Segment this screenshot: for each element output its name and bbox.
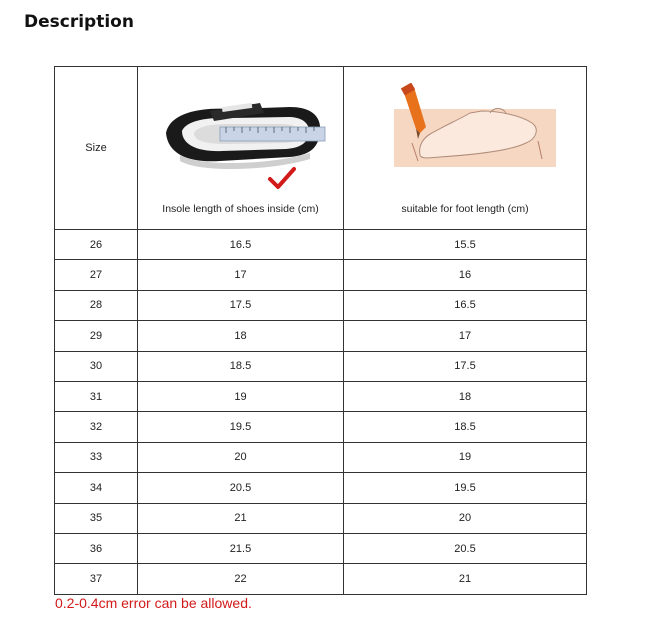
size-header: Size [85,142,107,154]
size-cell: 30 [55,351,138,381]
insole-length-cell: 16.5 [138,230,344,260]
table-row [55,503,587,533]
table-row [55,260,587,290]
insole-length-cell: 17.5 [138,290,344,320]
foot-length-cell: 17 [344,321,587,351]
size-cell: 31 [55,381,138,411]
foot-length-cell: 20.5 [344,533,587,563]
foot-length-cell: 21 [344,564,587,594]
size-cell: 36 [55,533,138,563]
foot-length-cell: 19.5 [344,473,587,503]
page-title: Description [24,12,134,32]
foot-length-cell: 16.5 [344,290,587,320]
table-row [55,321,587,351]
table-row [55,564,587,594]
foot-length-cell: 16 [344,260,587,290]
size-cell: 29 [55,321,138,351]
size-cell: 37 [55,564,138,594]
shoe-measuring-image [160,93,330,203]
size-cell: 28 [55,290,138,320]
table-header-row [55,67,587,230]
insole-length-cell: 20 [138,442,344,472]
table-row [55,351,587,381]
table-row [55,442,587,472]
foot-length-cell: 15.5 [344,230,587,260]
insole-length-cell: 21.5 [138,533,344,563]
foot-length-cell: 20 [344,503,587,533]
insole-length-cell: 18.5 [138,351,344,381]
foot-length-cell: 18 [344,381,587,411]
table-row [55,230,587,260]
foot-length-cell: 19 [344,442,587,472]
size-cell: 34 [55,473,138,503]
table-row [55,533,587,563]
size-cell: 33 [55,442,138,472]
table-row [55,290,587,320]
size-chart-table [54,66,587,595]
size-cell: 27 [55,260,138,290]
insole-length-cell: 19 [138,381,344,411]
insole-length-cell: 18 [138,321,344,351]
insole-length-cell: 21 [138,503,344,533]
insole-length-cell: 20.5 [138,473,344,503]
size-header-cell [55,67,138,230]
insole-length-cell: 19.5 [138,412,344,442]
size-cell: 26 [55,230,138,260]
insole-header: Insole length of shoes inside (cm) [162,203,319,215]
insole-length-cell: 17 [138,260,344,290]
foot-header-cell [344,67,587,230]
table-row [55,473,587,503]
table-row [55,412,587,442]
foot-length-cell: 18.5 [344,412,587,442]
insole-length-cell: 22 [138,564,344,594]
insole-header-cell [138,67,344,230]
table-row [55,381,587,411]
foot-length-cell: 17.5 [344,351,587,381]
foot-tracing-image [370,83,560,183]
foot-length-header: suitable for foot length (cm) [401,203,529,215]
size-cell: 35 [55,503,138,533]
tolerance-note: 0.2-0.4cm error can be allowed. [55,595,252,611]
size-cell: 32 [55,412,138,442]
